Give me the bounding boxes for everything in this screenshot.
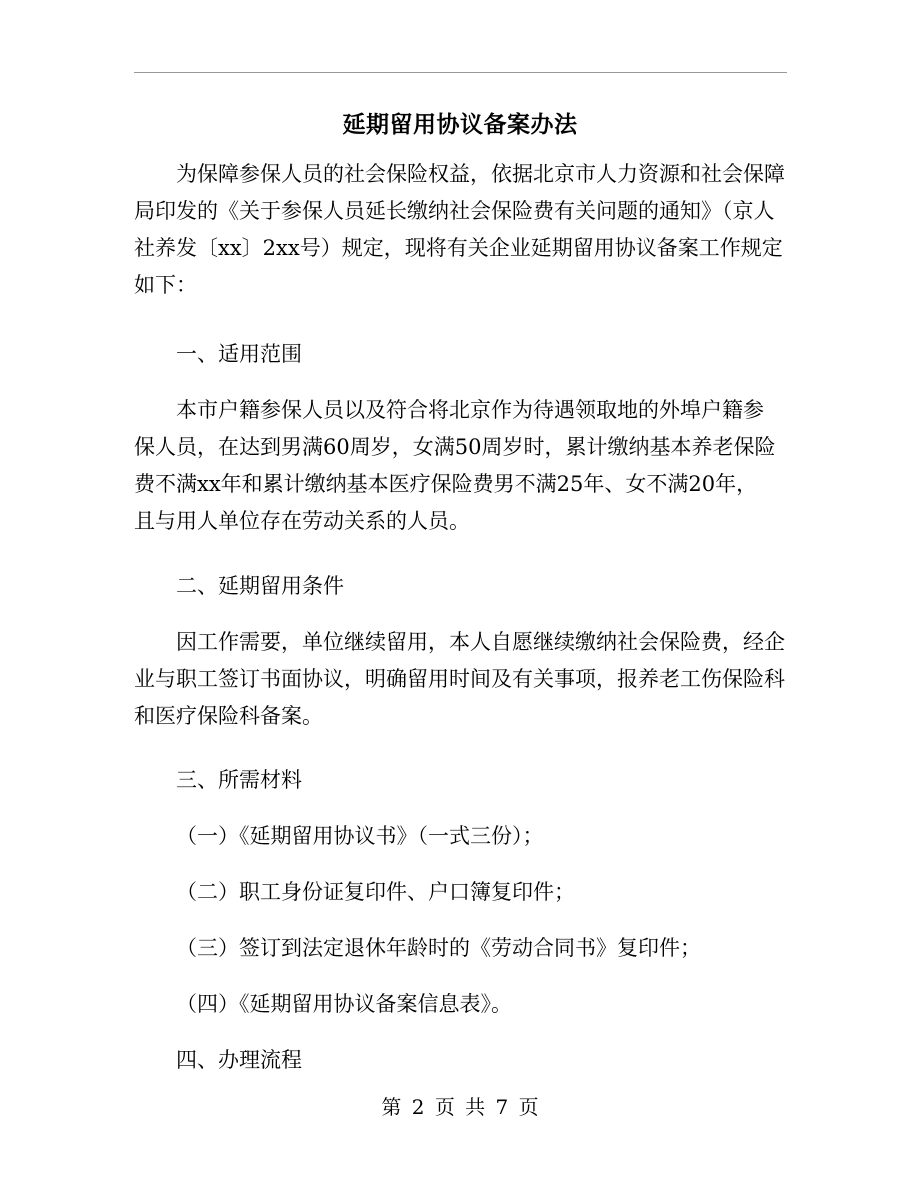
scope-line: 费不满xx年和累计缴纳基本医疗保险费男不满25年、女不满20年， bbox=[134, 472, 758, 496]
conditions-line: 因工作需要，单位继续留用，本人自愿继续缴纳社会保险费，经企 bbox=[176, 630, 785, 654]
section-heading-materials: 三、所需材料 bbox=[176, 768, 302, 792]
section-heading-conditions: 二、延期留用条件 bbox=[176, 574, 344, 598]
document-title: 延期留用协议备案办法 bbox=[342, 111, 578, 138]
materials-list-item: （二）职工身份证复印件、户口簿复印件； bbox=[176, 880, 575, 904]
conditions-paragraph bbox=[134, 624, 787, 735]
header-rule bbox=[134, 72, 787, 73]
conditions-line: 和医疗保险科备案。 bbox=[134, 704, 323, 728]
section-heading-process: 四、办理流程 bbox=[176, 1048, 302, 1072]
materials-list-item: （四）《延期留用协议备案信息表》。 bbox=[176, 992, 512, 1016]
scope-line: 保人员，在达到男满60周岁，女满50周岁时，累计缴纳基本养老保险 bbox=[134, 435, 776, 459]
conditions-line: 业与职工签订书面协议，明确留用时间及有关事项，报养老工伤保险科 bbox=[134, 667, 785, 691]
intro-line: 局印发的《关于参保人员延长缴纳社会保险费有关问题的通知》（京人 bbox=[134, 199, 775, 223]
page-number: 第 2 页 共 7 页 bbox=[381, 1095, 539, 1119]
intro-line: 社养发〔xx〕2xx号）规定，现将有关企业延期留用协议备案工作规定 bbox=[134, 236, 783, 260]
materials-list-item: （一）《延期留用协议书》（一式三份）； bbox=[176, 824, 544, 848]
scope-line: 且与用人单位存在劳动关系的人员。 bbox=[134, 509, 470, 533]
scope-line: 本市户籍参保人员以及符合将北京作为待遇领取地的外埠户籍参 bbox=[176, 398, 764, 422]
intro-line: 为保障参保人员的社会保险权益，依据北京市人力资源和社会保障 bbox=[176, 162, 785, 186]
section-heading-scope: 一、适用范围 bbox=[176, 342, 302, 366]
intro-line: 如下： bbox=[134, 273, 197, 297]
scope-paragraph bbox=[134, 392, 787, 540]
intro-paragraph bbox=[134, 156, 787, 304]
materials-list-item: （三）签订到法定退休年龄时的《劳动合同书》复印件； bbox=[176, 936, 701, 960]
